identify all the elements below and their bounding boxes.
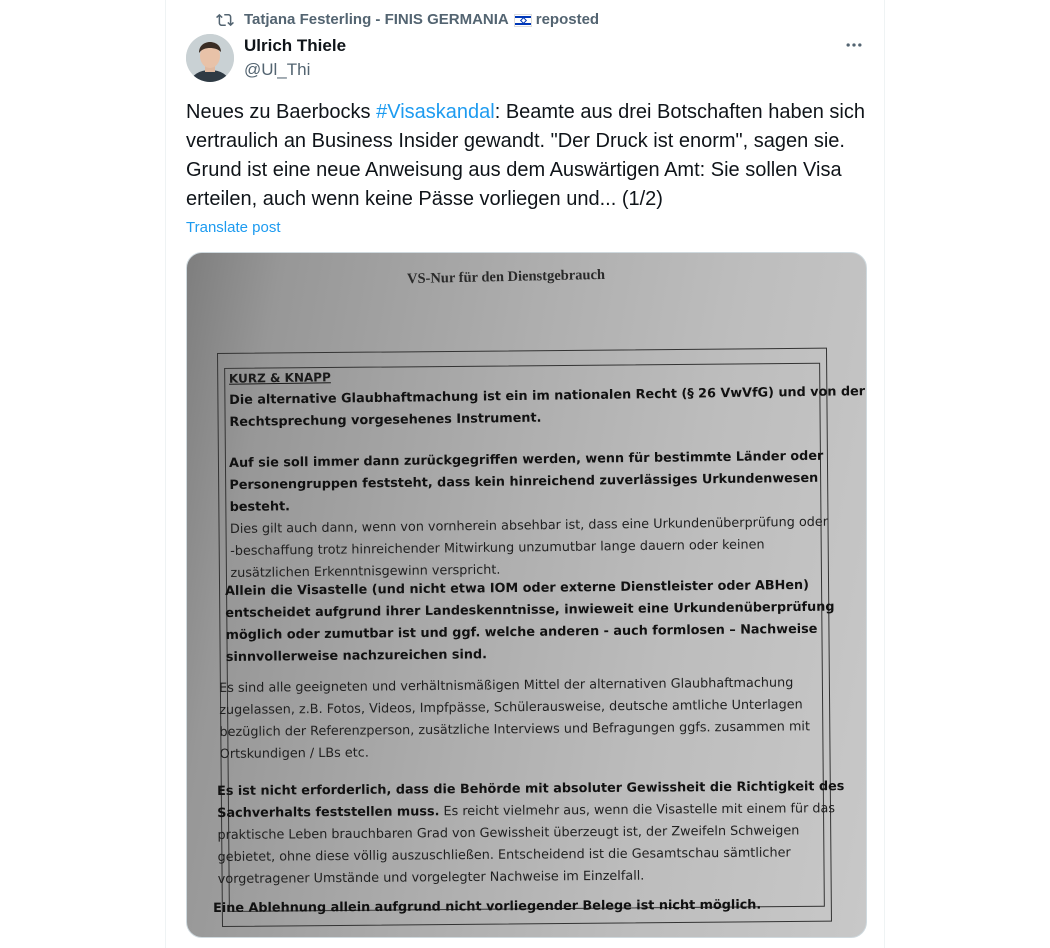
- document-paragraph-5-rest: Es reicht vielmehr aus, wenn die Visastelle mit einem für das praktische Leben brauchbaren Grad von Gewissheit überzeugt ist, der Zweifeln Schweigen gebietet, ohne diese völlig auszuschließen. Entscheidend ist die Gesamtschau sämtlicher vorgetragener Umstände und vorgelegter Nachweise im Einzelfall.: [217, 801, 836, 887]
- document-paragraph-3: Allein die Visastelle (und nicht etwa IOM oder externe Dienstleister oder ABHen) entscheidet aufgrund ihrer Landeskenntnisse, inwieweit eine Urkundenüberprüfung möglich oder zumutbar ist und ggf. welche anderen - auch formlosen – Nachweise sinnvollerweise nachzureichen sind.: [225, 577, 835, 665]
- avatar-image: [186, 34, 234, 82]
- document-paragraph-5: [217, 776, 845, 891]
- post-image[interactable]: [186, 252, 867, 938]
- document-photo: [187, 253, 866, 937]
- more-options-button[interactable]: [842, 33, 866, 57]
- author-handle[interactable]: @Ul_Thi: [244, 60, 311, 79]
- avatar[interactable]: [186, 34, 234, 82]
- timeline-right-border: [884, 0, 885, 948]
- document-paragraph-1: Die alternative Glaubhaftmachung ist ein im nationalen Recht (§ 26 VwVfG) und von der Rechtsprechung vorgesehenes Instrument.: [229, 384, 866, 430]
- more-icon: [844, 35, 864, 55]
- translate-post-link[interactable]: Translate post: [186, 219, 281, 236]
- post-text-start: Neues zu Baerbocks: [186, 101, 377, 123]
- post-text-rest: : Beamte aus drei Botschaften haben sich vertraulich an Business Insider gewandt. "Der Druck ist enorm", sagen sie. Grund ist eine neue Anweisung aus dem Auswärtigen Amt: Sie sollen Visa erteilen, auch wenn keine Pässe vorliegen und... (1/2): [186, 101, 865, 210]
- document-header: VS-Nur für den Dienstgebrauch: [406, 266, 606, 288]
- timeline-left-border: [165, 0, 166, 948]
- document-paragraph-2: [229, 445, 867, 585]
- repost-user-name[interactable]: Tatjana Festerling - FINIS GERMANIA: [244, 11, 509, 28]
- document-paragraph-2-rest: Dies gilt auch dann, wenn von vornherein absehbar ist, dass eine Urkundenüberprüfung oder -beschaffung trotz hinreichender Mitwirkung unzumutbar lange dauern oder keinen zusätzlichen Erkenntnisgewinn verspricht.: [229, 514, 829, 581]
- document-paragraph-4: Es sind alle geeigneten und verhältnismäßigen Mittel der alternativen Glaubhaftmachung zugelassen, z.B. Fotos, Videos, Impfpässe, Schülerausweise, deutsche amtliche Unterlagen bezüglich der Referenzperson, zusätzliche Interviews und Befragungen ggfs. zusammen mit Ortskundigen / LBs etc.: [219, 675, 811, 762]
- post-text: [186, 98, 876, 214]
- document-paragraph-5-bold: Es ist nicht erforderlich, dass die Behörde mit absoluter Gewissheit die Richtigkeit des Sachverhalts feststellen muss.: [217, 779, 845, 821]
- document-paragraph-2-bold: Auf sie soll immer dann zurückgegriffen werden, wenn für bestimmte Länder oder Personengruppen feststeht, dass kein hinreichend zuverlässiges Urkundenwesen besteht.: [229, 448, 824, 515]
- repost-label: reposted: [535, 11, 600, 28]
- repost-icon: [216, 11, 234, 29]
- israel-flag-icon: [514, 14, 532, 27]
- document-box-title: KURZ & KNAPP: [228, 370, 331, 386]
- hashtag-link[interactable]: #Visaskandal: [376, 101, 495, 123]
- document-paragraph-6: Eine Ablehnung allein aufgrund nicht vorliegender Belege ist nicht möglich.: [213, 897, 762, 916]
- author-name[interactable]: Ulrich Thiele: [244, 36, 347, 55]
